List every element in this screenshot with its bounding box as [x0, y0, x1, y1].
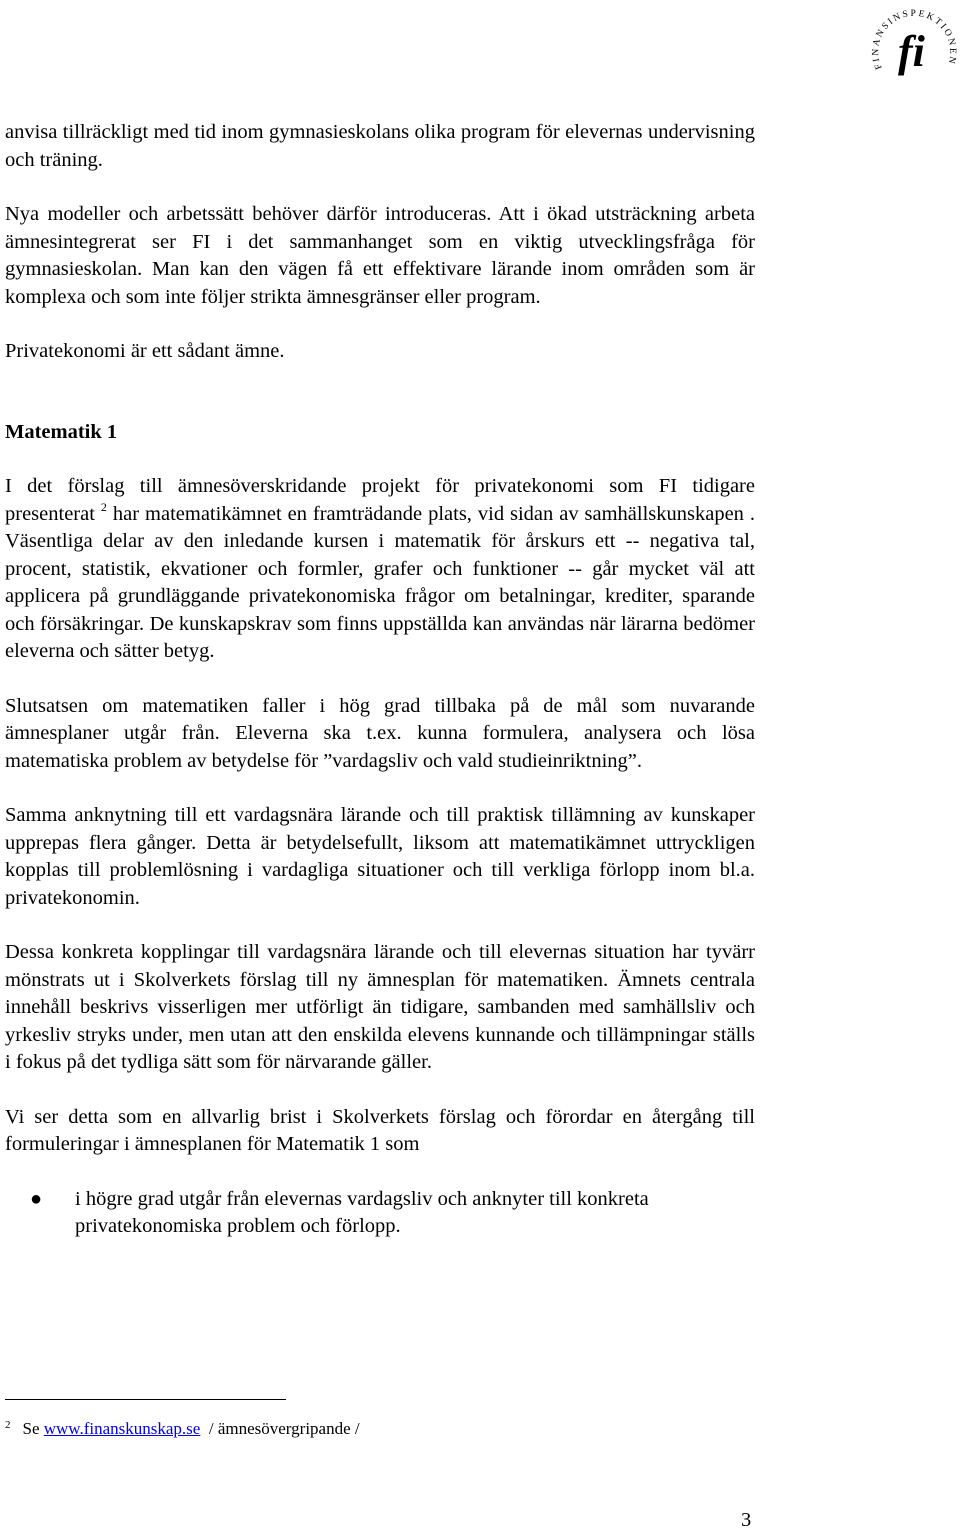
logo-mark: fi	[898, 27, 925, 76]
list-item	[5, 1186, 755, 1241]
paragraph-1: anvisa tillräckligt med tid inom gymnasieskolans olika program för elevernas undervisning och träning.	[5, 121, 755, 171]
footnote-reference[interactable]: 2	[100, 499, 107, 514]
paragraph-5: Slutsatsen om matematiken faller i hög grad tillbaka på de mål som nuvarande ämnesplaner utgår från. Eleverna ska t.ex. kunna formulera, analysera och lösa matematiska problem av betydelse för ”vardagsliv och vald studieinriktning”.	[5, 694, 755, 772]
paragraph-7: Dessa konkreta kopplingar till vardagsnära lärande och till elevernas situation har tyvärr mönstrats ut i Skolverkets förslag till ny ämnesplan för matematiken. Ämnets centrala innehåll beskrivs visserligen mer utförligt än tidigare, sambanden med samhällsliv och yrkesliv stryks under, men utan att den enskilda elevens kunnande och tillämpningar ställs i fokus på det tydliga sätt som för närvarande gäller.	[5, 941, 755, 1073]
page-number: 3	[741, 1509, 752, 1531]
section-heading: Matematik 1	[5, 420, 118, 443]
footnote-link[interactable]: www.finanskunskap.se	[43, 1419, 201, 1438]
footnote-prefix: Se	[22, 1419, 40, 1438]
paragraph-6: Samma anknytning till ett vardagsnära lärande och till praktisk tillämning av kunskaper upprepas flera gånger. Detta är betydelsefullt, liksom att matematikämnet uttryckligen kopplas till problemlösning i vardagliga situationer och till verkliga förlopp inom bl.a. privatekonomin.	[5, 804, 755, 909]
paragraph-2: Nya modeller och arbetssätt behöver därför introduceras. Att i ökad utsträckning arbeta ämnesintegrerat ser FI i det sammanhanget som en viktig utvecklingsfråga för gymnasieskolan. Man kan den vägen få ett effektivare lärande inom områden som är komplexa och som inte följer strikta ämnesgränser eller program.	[5, 203, 755, 308]
paragraph-3: Privatekonomi är ett sådant ämne.	[5, 340, 285, 362]
paragraph-4	[5, 473, 755, 666]
footnote-number: 2	[5, 1419, 11, 1431]
footnote-divider	[5, 1399, 286, 1400]
document-body	[5, 119, 755, 1241]
paragraph-4-part-a: I det förslag till ämnesöverskridande projekt för privatekonomi som FI tidigare presenterat	[5, 475, 755, 525]
bullet-icon: ●	[30, 1187, 43, 1210]
footnote	[5, 1414, 360, 1440]
logo-ring-text: FINANSINSPEKTIONEN	[871, 8, 958, 71]
list-item-text: i högre grad utgår från elevernas vardagsliv och anknyter till konkreta privatekonomiska problem och förlopp.	[75, 1187, 649, 1237]
paragraph-8: Vi ser detta som en allvarlig brist i Skolverkets förslag och förordar en återgång till formuleringar i ämnesplanen för Matematik 1 som	[5, 1105, 755, 1155]
paragraph-4-part-b: har matematikämnet en framträdande plats, vid sidan av samhällskunskapen . Väsentliga delar av den inledande kursen i matematik för årskurs ett -- negativa tal, procent, statistik, ekvationer och formler, grafer och funktioner -- går mycket väl att applicera på grundläggande privatekonomiska frågor om betalningar, krediter, sparande och försäkringar. De kunskapskrav som finns uppställda kan användas när lärarna bedömer eleverna och sätter betyg.	[5, 502, 755, 662]
footnote-suffix: / ämnesövergripande /	[208, 1419, 360, 1438]
finansinspektionen-logo	[868, 0, 960, 84]
